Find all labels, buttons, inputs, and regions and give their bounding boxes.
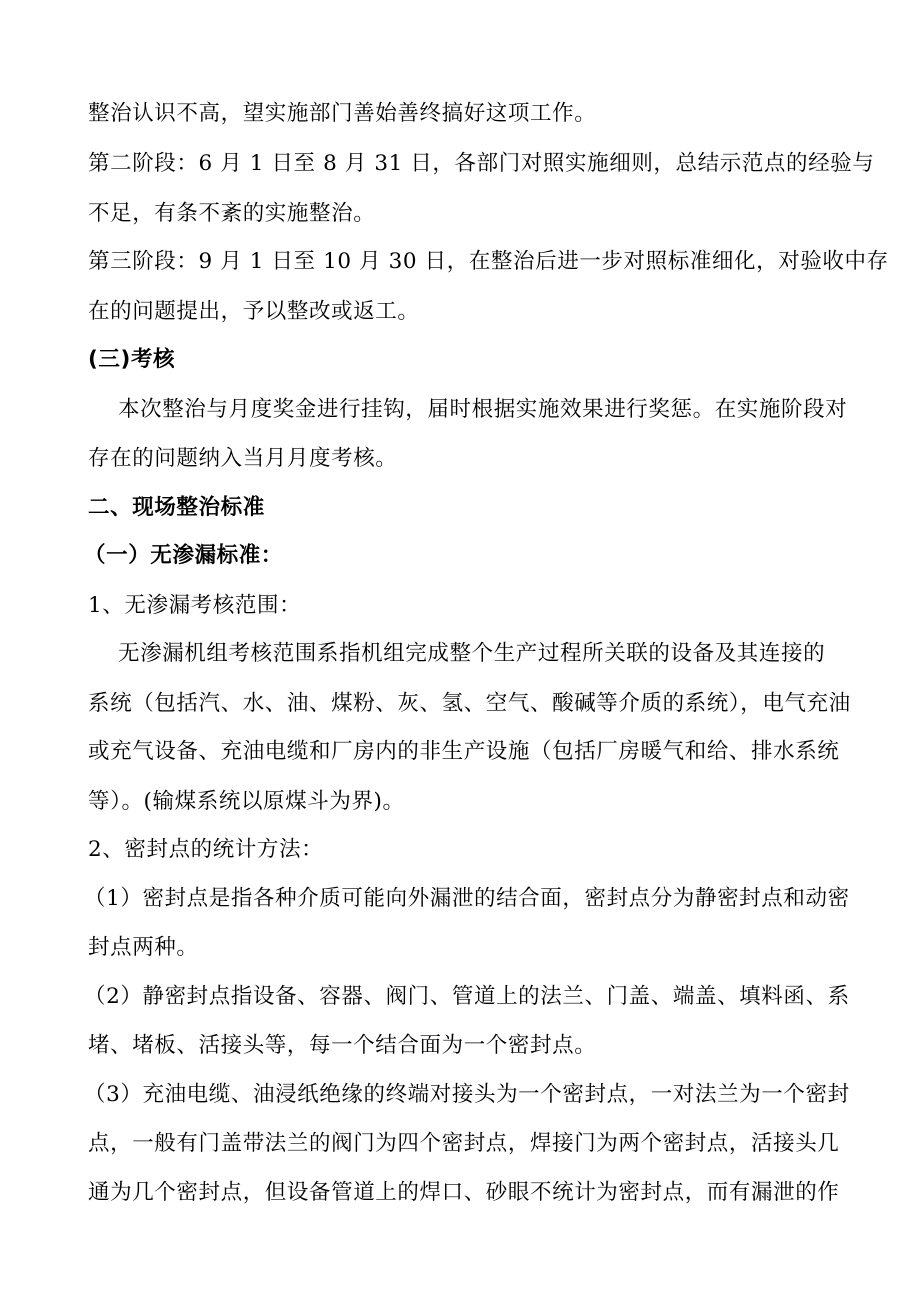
text-line: 堵、堵板、活接头等，每一个结合面为一个密封点。 — [88, 1033, 597, 1058]
item-heading: 2、密封点的统计方法： — [88, 837, 324, 862]
text-line: 不足，有条不紊的实施整治。 — [88, 201, 376, 226]
text-line: 存在的问题纳入当月月度考核。 — [88, 446, 398, 471]
text-line: 通为几个密封点，但设备管道上的焊口、砂眼不统计为密封点，而有漏泄的作 — [88, 1180, 840, 1205]
section-heading-standards: 二、现场整治标准 — [88, 495, 265, 520]
text-line: 或充气设备、充油电缆和厂房内的非生产设施（包括厂房暖气和给、排水系统 — [88, 739, 840, 764]
subsection-heading-no-leakage: （一）无渗漏标准： — [84, 543, 283, 568]
text-line: 在的问题提出，予以整改或返工。 — [88, 299, 420, 324]
text-line: （1）密封点是指各种介质可能向外漏泄的结合面，密封点分为静密封点和动密 — [84, 886, 850, 911]
text-line: （3）充油电缆、油浸纸绝缘的终端对接头为一个密封点，一对法兰为一个密封 — [84, 1082, 850, 1107]
item-heading: 1、无渗漏考核范围： — [88, 593, 302, 618]
text-line: 第三阶段：9 月 1 日至 10 月 30 日，在整治后进一步对照标准细化，对验收中存 — [88, 249, 889, 274]
text-line: 封点两种。 — [88, 935, 199, 960]
text-line: 等）。(输煤系统以原煤斗为界)。 — [88, 789, 405, 814]
section-heading-assessment: (三)考核 — [88, 347, 176, 372]
text-line: 本次整治与月度奖金进行挂钩，届时根据实施效果进行奖惩。在实施阶段对 — [118, 397, 848, 422]
text-line: 系统（包括汽、水、油、煤粉、灰、氢、空气、酸碱等介质的系统），电气充油 — [88, 691, 851, 716]
text-line: 无渗漏机组考核范围系指机组完成整个生产过程所关联的设备及其连接的 — [118, 641, 826, 666]
text-line: 点，一般有门盖带法兰的阀门为四个密封点，焊接门为两个密封点，活接头几 — [88, 1131, 840, 1156]
text-line: 整治认识不高，望实施部门善始善终搞好这项工作。 — [88, 101, 597, 126]
text-line: （2）静密封点指设备、容器、阀门、管道上的法兰、门盖、端盖、填料函、系 — [84, 984, 850, 1009]
text-line: 第二阶段：6 月 1 日至 8 月 31 日，各部门对照实施细则，总结示范点的经验与 — [88, 151, 875, 176]
